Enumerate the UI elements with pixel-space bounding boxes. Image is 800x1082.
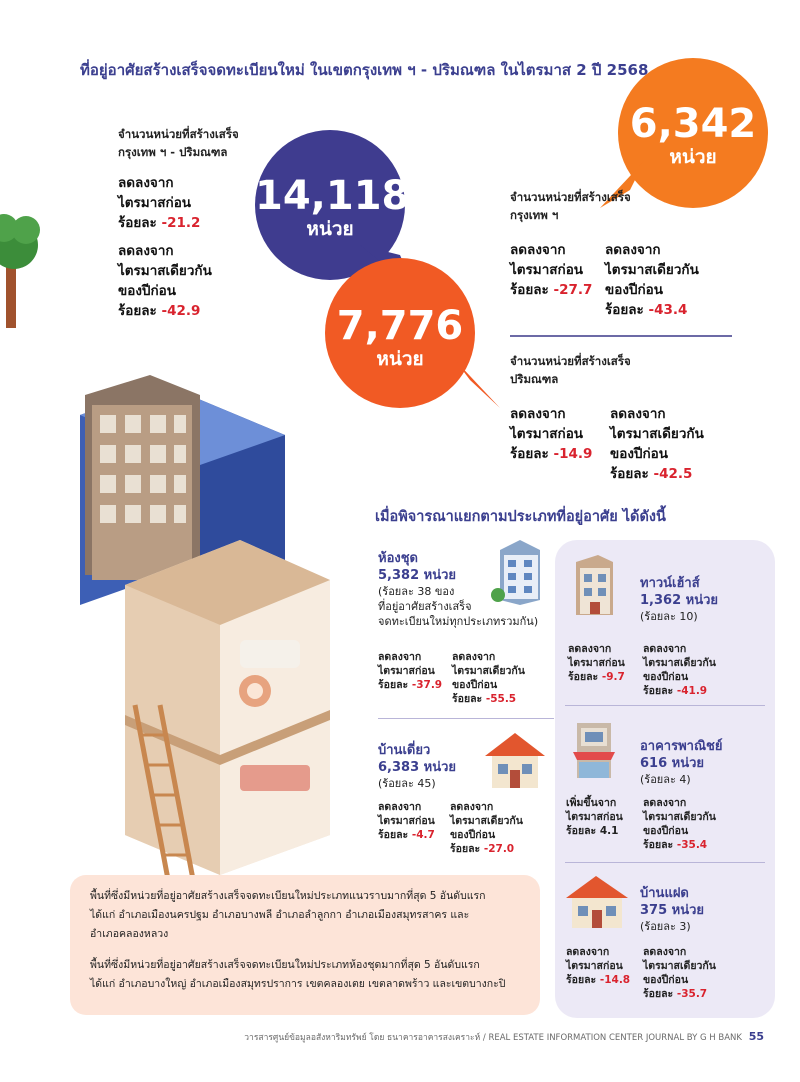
twin-q-val: -14.8 <box>599 974 631 986</box>
townhouse-block <box>640 575 770 624</box>
commercial-name: อาคารพาณิชย์ <box>640 739 723 754</box>
bkk-label-1: จำนวนหน่วยที่สร้างเสร็จ <box>510 190 631 204</box>
bkk-metro-q-label-2: ไตรมาสก่อน <box>118 195 192 211</box>
condo-share-2: ที่อยู่อาศัยสร้างเสร็จ <box>378 600 472 613</box>
detached-house-icon <box>480 728 550 793</box>
building-illustration <box>70 375 360 895</box>
detached-y-2: ไตรมาสเดียวกัน <box>450 815 523 827</box>
vicinity-label-1: จำนวนหน่วยที่สร้างเสร็จ <box>510 354 631 368</box>
detached-name: บ้านเดี่ยว <box>378 743 431 758</box>
detached-q-2: ไตรมาสก่อน <box>378 815 435 827</box>
townhouse-y-2: ไตรมาสเดียวกัน <box>643 657 716 669</box>
twin-q <box>566 945 644 987</box>
condo-y-pre: ร้อยละ <box>452 693 483 705</box>
bubble-vicinity-unit: หน่วย <box>376 348 424 370</box>
detached-q <box>378 800 458 842</box>
bkk-metro-label-1: จำนวนหน่วยที่สร้างเสร็จ <box>118 127 239 141</box>
townhouse-q-1: ลดลงจาก <box>568 643 612 655</box>
commercial-y-1: ลดลงจาก <box>643 797 687 809</box>
bubble-bkk-number: 6,342 <box>629 101 757 147</box>
detached-y-pre: ร้อยละ <box>450 843 481 855</box>
bkk-stats <box>510 188 740 224</box>
commercial-q-1: เพิ่มขึ้นจาก <box>566 797 617 809</box>
twin-q-2: ไตรมาสก่อน <box>566 960 623 972</box>
footer <box>244 1030 764 1044</box>
vicinity-y-value: ร้อยละ -42.5 <box>610 466 693 482</box>
vicinity-q-value: ร้อยละ -14.9 <box>510 446 593 462</box>
condo-y-2: ไตรมาสเดียวกัน <box>452 665 525 677</box>
bkk-metro-q-value-text: ร้อยละ -21.2 <box>118 215 201 231</box>
twin-y-2: ไตรมาสเดียวกัน <box>643 960 716 972</box>
condo-y-1: ลดลงจาก <box>452 651 496 663</box>
vicinity-y-label-3: ของปีก่อน <box>610 446 669 462</box>
vicinity-y-label-1: ลดลงจาก <box>610 406 666 422</box>
negative-value: -27.7 <box>553 282 593 298</box>
commercial-units: 616 หน่วย <box>640 756 705 771</box>
bkk-label-2: กรุงเทพ ฯ <box>510 208 559 222</box>
townhouse-divider <box>565 705 765 706</box>
negative-value: -43.4 <box>648 302 688 318</box>
negative-value: -42.5 <box>653 466 693 482</box>
condo-q-1: ลดลงจาก <box>378 651 422 663</box>
types-title: เมื่อพิจารณาแยกตามประเภทที่อยู่อาศัย ได้ดังนี้ <box>375 509 666 525</box>
vicinity-y-label-2: ไตรมาสเดียวกัน <box>610 426 704 442</box>
vicinity-label-2: ปริมณฑล <box>510 372 559 386</box>
tree-illustration <box>0 200 40 330</box>
townhouse-share: (ร้อยละ 10) <box>640 610 698 623</box>
detached-block <box>378 742 488 791</box>
bubble-bkk-metro-number: 14,118 <box>255 173 410 219</box>
bkk-metro-y-label-1: ลดลงจาก <box>118 243 174 259</box>
negative-value: -42.9 <box>161 303 201 319</box>
commercial-building-icon <box>565 718 625 788</box>
vicinity-stats <box>510 352 740 388</box>
commercial-q-val: 4.1 <box>599 825 619 837</box>
bkk-q-value: ร้อยละ -27.7 <box>510 282 593 298</box>
vicinity-q-label-1: ลดลงจาก <box>510 406 566 422</box>
twin-y-3: ของปีก่อน <box>643 974 689 986</box>
commercial-divider <box>565 862 765 863</box>
condo-icon <box>490 535 550 605</box>
note-1-line-3: อำเภอคลองหลวง <box>90 928 169 940</box>
condo-y-3: ของปีก่อน <box>452 679 498 691</box>
twin-house-icon <box>562 870 632 935</box>
bubble-bkk-metro-unit: หน่วย <box>306 218 354 240</box>
twin-q-pre: ร้อยละ <box>566 974 597 986</box>
townhouse-y <box>643 642 733 698</box>
vicinity-q-block <box>510 404 610 464</box>
bkk-metro-label-2: กรุงเทพ ฯ - ปริมณฑล <box>118 145 228 159</box>
twin-y-pre: ร้อยละ <box>643 988 674 1000</box>
commercial-y-val: -35.4 <box>676 839 708 851</box>
note-2-line-1: พื้นที่ซึ่งมีหน่วยที่อยู่อาศัยสร้างเสร็จจดทะเบียนใหม่ประเภทห้องชุดมากที่สุด 5 อันดับแรก <box>90 959 480 971</box>
townhouse-y-3: ของปีก่อน <box>643 671 689 683</box>
detached-units: 6,383 หน่วย <box>378 760 457 775</box>
section-divider <box>510 335 732 337</box>
condo-name: ห้องชุด <box>378 551 418 566</box>
commercial-q-2: ไตรมาสก่อน <box>566 811 623 823</box>
bubble-tail <box>455 360 505 410</box>
page-number: 55 <box>748 1030 764 1043</box>
commercial-y-3: ของปีก่อน <box>643 825 689 837</box>
twin-q-1: ลดลงจาก <box>566 946 610 958</box>
twin-y-val: -35.7 <box>676 988 708 1000</box>
notes-box <box>70 875 540 1015</box>
twin-y-1: ลดลงจาก <box>643 946 687 958</box>
detached-q-val: -4.7 <box>411 829 435 841</box>
condo-q-2: ไตรมาสก่อน <box>378 665 435 677</box>
note-1-line-1: พื้นที่ซึ่งมีหน่วยที่อยู่อาศัยสร้างเสร็จจดทะเบียนใหม่ประเภทแนวราบมากที่สุด 5 อันดับแรก <box>90 890 486 902</box>
townhouse-q-val: -9.7 <box>601 671 625 683</box>
negative-value: -14.9 <box>553 446 593 462</box>
bkk-metro-y-label-3: ของปีก่อน <box>118 283 177 299</box>
detached-y <box>450 800 545 856</box>
bkk-y-label-1: ลดลงจาก <box>605 242 661 258</box>
detached-q-pre: ร้อยละ <box>378 829 409 841</box>
twin-block <box>640 885 770 934</box>
vicinity-q-label-2: ไตรมาสก่อน <box>510 426 584 442</box>
commercial-share: (ร้อยละ 4) <box>640 773 691 786</box>
commercial-q <box>566 796 644 838</box>
commercial-y <box>643 796 738 852</box>
twin-units: 375 หน่วย <box>640 903 705 918</box>
note-2-line-2: ได้แก่ อำเภอบางใหญ่ อำเภอเมืองสมุทรปราการ เขตคลองเตย เขตลาดพร้าว และเขตบางกะปิ <box>90 978 506 990</box>
commercial-y-pre: ร้อยละ <box>643 839 674 851</box>
townhouse-icon <box>568 550 623 620</box>
bkk-metro-y-value-text: ร้อยละ -42.9 <box>118 303 201 319</box>
bkk-metro-y-value <box>118 301 288 321</box>
footer-text: วารสารศูนย์ข้อมูลอสังหาริมทรัพย์ โดย ธนาคารอาคารสงเคราะห์ / REAL ESTATE INFORMATION CENTER JOURNAL BY G H BANK <box>244 1033 742 1043</box>
twin-name: บ้านแฝด <box>640 886 689 901</box>
twin-share: (ร้อยละ 3) <box>640 920 691 933</box>
bkk-q-block <box>510 240 610 300</box>
condo-q <box>378 650 458 692</box>
bkk-y-label-2: ไตรมาสเดียวกัน <box>605 262 699 278</box>
detached-y-val: -27.0 <box>483 843 515 855</box>
bkk-q-label-1: ลดลงจาก <box>510 242 566 258</box>
condo-q-pre: ร้อยละ <box>378 679 409 691</box>
condo-share-3: จดทะเบียนใหม่ทุกประเภทรวมกัน) <box>378 615 539 628</box>
bkk-y-value: ร้อยละ -43.4 <box>605 302 688 318</box>
townhouse-q <box>568 642 643 684</box>
bkk-q-label-2: ไตรมาสก่อน <box>510 262 584 278</box>
vicinity-y-block <box>610 404 730 484</box>
commercial-q-pre: ร้อยละ <box>566 825 597 837</box>
townhouse-q-2: ไตรมาสก่อน <box>568 657 625 669</box>
condo-share-1: (ร้อยละ 38 ของ <box>378 585 455 598</box>
detached-q-1: ลดลงจาก <box>378 801 422 813</box>
bkk-y-label-3: ของปีก่อน <box>605 282 664 298</box>
condo-y <box>452 650 542 706</box>
commercial-block <box>640 738 775 787</box>
townhouse-units: 1,362 หน่วย <box>640 593 719 608</box>
condo-q-val: -37.9 <box>411 679 443 691</box>
townhouse-name: ทาวน์เฮ้าส์ <box>640 576 700 591</box>
detached-y-3: ของปีก่อน <box>450 829 496 841</box>
commercial-y-2: ไตรมาสเดียวกัน <box>643 811 716 823</box>
twin-y <box>643 945 738 1001</box>
bkk-metro-y-label-2: ไตรมาสเดียวกัน <box>118 263 212 279</box>
townhouse-y-pre: ร้อยละ <box>643 685 674 697</box>
townhouse-q-pre: ร้อยละ <box>568 671 599 683</box>
condo-y-val: -55.5 <box>485 693 517 705</box>
bkk-metro-q-label-1: ลดลงจาก <box>118 175 174 191</box>
condo-units: 5,382 หน่วย <box>378 568 457 583</box>
townhouse-y-1: ลดลงจาก <box>643 643 687 655</box>
detached-y-1: ลดลงจาก <box>450 801 494 813</box>
page-title: ที่อยู่อาศัยสร้างเสร็จจดทะเบียนใหม่ ในเขตกรุงเทพ ฯ - ปริมณฑล ในไตรมาส 2 ปี 2568 <box>80 61 649 79</box>
bubble-bkk-unit: หน่วย <box>669 146 717 168</box>
negative-value: -21.2 <box>161 215 201 231</box>
townhouse-y-val: -41.9 <box>676 685 708 697</box>
condo-divider <box>378 718 554 719</box>
bubble-vicinity-number: 7,776 <box>336 303 464 349</box>
detached-share: (ร้อยละ 45) <box>378 777 436 790</box>
bkk-y-block <box>605 240 725 320</box>
note-1-line-2: ได้แก่ อำเภอเมืองนครปฐม อำเภอบางพลี อำเภอลำลูกกา อำเภอเมืองสมุทรสาคร และ <box>90 909 470 921</box>
